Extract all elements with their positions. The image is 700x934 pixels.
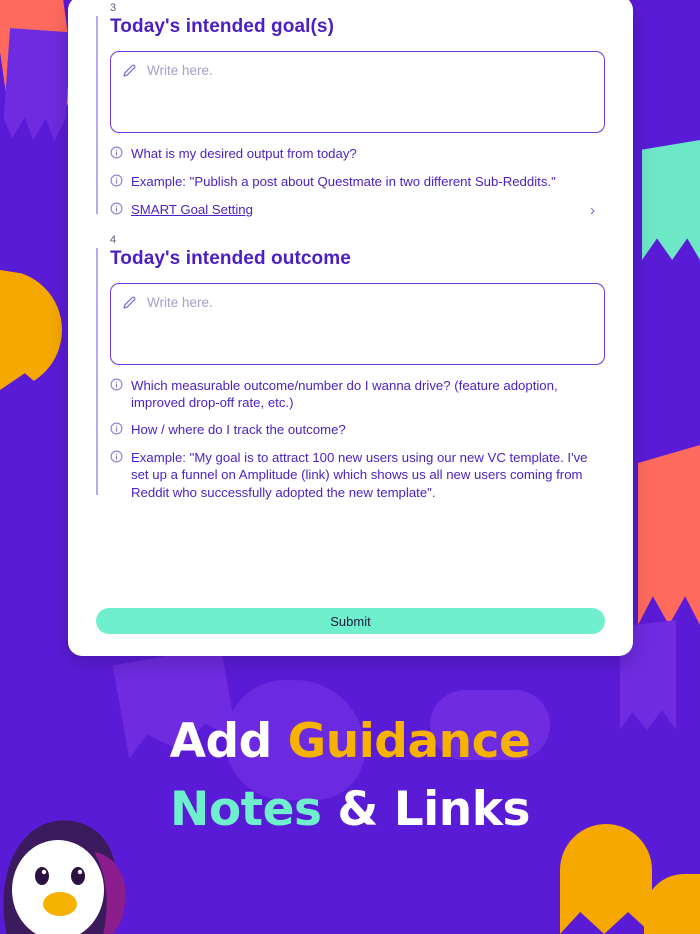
info-icon (110, 174, 123, 192)
blob-purple-top-left (2, 28, 72, 142)
hint-text: Example: "My goal is to attract 100 new users using our new VC template. I've set up a funnel on Amplitude (link) which shows us all new users coming from Reddit who successfully adopted the new template". (131, 449, 588, 500)
form-card (68, 0, 633, 656)
penguin-mascot (0, 780, 165, 934)
info-icon (110, 422, 123, 440)
blob-orange-left (0, 270, 62, 390)
headline-word-ampersand: & (337, 782, 378, 838)
submit-button[interactable]: Submit (96, 608, 605, 634)
blob-coral-right (638, 445, 700, 625)
submit-area (96, 608, 605, 634)
goal-input[interactable] (110, 51, 605, 133)
section-number: 4 (110, 234, 117, 246)
pencil-icon (123, 296, 136, 314)
chevron-right-icon[interactable]: › (590, 202, 595, 219)
blob-mint-right (642, 140, 700, 260)
smart-goal-setting-link[interactable]: SMART Goal Setting (131, 202, 253, 217)
section-title: Today's intended outcome (110, 248, 351, 269)
headline-word-guidance: Guidance (287, 714, 531, 769)
goal-input-placeholder: Write here. (147, 63, 213, 78)
hint-item (110, 449, 605, 501)
headline-line-1 (0, 708, 700, 776)
hint-item (110, 421, 605, 440)
hint-text: What is my desired output from today? (131, 146, 357, 161)
hint-item (110, 145, 605, 164)
info-icon (110, 146, 123, 164)
hint-item (110, 173, 605, 192)
headline-word-add: Add (169, 714, 272, 769)
hint-text: Which measurable outcome/number do I wanna drive? (feature adoption, improved drop-off rate, etc.) (131, 378, 558, 411)
section-number: 3 (110, 2, 117, 14)
hint-item (110, 377, 605, 412)
outcome-input[interactable] (110, 283, 605, 365)
hint-text: Example: "Publish a post about Questmate in two different Sub-Reddits." (131, 174, 556, 189)
info-icon (110, 378, 123, 396)
hint-text: How / where do I track the outcome? (131, 421, 346, 437)
info-icon (110, 450, 123, 468)
headline-word-links: Links (393, 782, 530, 838)
section-title: Today's intended goal(s) (110, 16, 335, 37)
form-section-outcome (96, 234, 605, 501)
outcome-input-placeholder: Write here. (147, 295, 213, 310)
info-icon (110, 202, 123, 220)
hint-item-link-row[interactable] (110, 201, 605, 220)
blob-orange-corner (644, 874, 700, 934)
pencil-icon (123, 64, 136, 82)
form-section-goals (96, 2, 605, 220)
headline-word-notes: Notes (170, 782, 322, 838)
